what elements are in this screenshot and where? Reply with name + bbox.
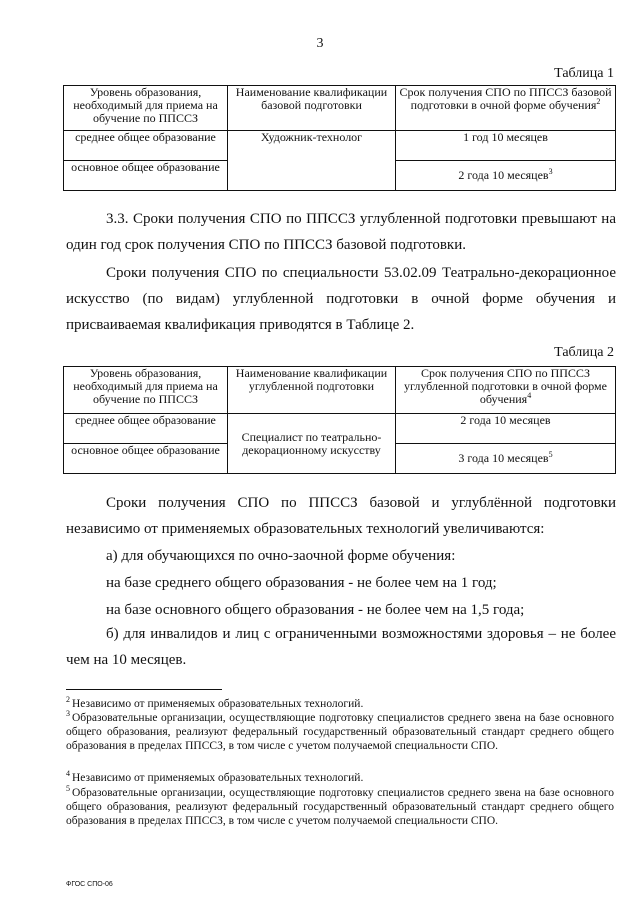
table2-header-level: Уровень образования, необходимый для приема на обучение по ППССЗ: [64, 367, 228, 414]
table1-term-cell: [396, 131, 616, 161]
table2-term-cell: [396, 444, 616, 474]
footnote-text: Независимо от применяемых образовательных технологий.: [72, 698, 364, 710]
table2-caption: Таблица 2: [554, 345, 614, 360]
footnote-text: Независимо от применяемых образовательных технологий.: [72, 772, 364, 784]
paragraph-3-3: 3.3. Сроки получения СПО по ППССЗ углубленной подготовки превышают на один год срок получения СПО по ППССЗ базовой подготовки.: [66, 211, 616, 253]
paragraph-increase: Сроки получения СПО по ППССЗ базовой и углублённой подготовки независимо от применяемых образовательных технологий увеличиваются:: [66, 495, 616, 537]
table1-header-term: [396, 86, 616, 131]
table1-term-text: 1 год 10 месяцев: [463, 130, 548, 144]
document-code: ФГОС СПО-06: [66, 881, 113, 888]
table-row: [64, 414, 616, 444]
table2-header-row: [64, 367, 616, 414]
table1-header-qualification: Наименование квалификации базовой подготовки: [228, 86, 396, 131]
table2-term-cell: [396, 414, 616, 444]
table1-level-cell: основное общее образование: [64, 161, 228, 191]
table1-level-cell: среднее общее образование: [64, 131, 228, 161]
list-item-a: а) для обучающихся по очно-заочной форме обучения:: [106, 548, 456, 564]
table-row: [64, 131, 616, 161]
table1-term-text: 2 года 10 месяцев: [458, 168, 549, 182]
footnote-mark: 3: [66, 709, 70, 719]
paragraph-specialty: Сроки получения СПО по специальности 53.02.09 Театрально-декорационное искусство (по видам) углубленной подготовки в очной форме обучения и присваиваемая квалификация приводятся в Таблице 2.: [66, 265, 616, 333]
footnote: [66, 711, 614, 753]
footnote-text: Образовательные организации, осуществляющие подготовку специалистов среднего звена на базе основного общего образования, реализуют федеральный государственный образовательный стандарт среднего общего образования в пределах ППССЗ, в том числе с учетом получаемой специальности СПО.: [66, 787, 614, 827]
table2-header-term: [396, 367, 616, 414]
table1-header-term-text: Срок получения СПО по ППССЗ базовой подготовки в очной форме обучения: [399, 85, 612, 112]
footnote: [66, 771, 614, 785]
footnote-divider: [66, 689, 222, 690]
footnote: [66, 786, 614, 828]
table2: [63, 366, 616, 474]
table2-level-cell: основное общее образование: [64, 444, 228, 474]
footnote-mark: 2: [66, 695, 70, 705]
footnote: [66, 697, 614, 711]
footnote-text: Образовательные организации, осуществляющие подготовку специалистов среднего звена на базе основного общего образования, реализуют федеральный государственный образовательный стандарт среднего общего образования в пределах ППССЗ, в том числе с учетом получаемой специальности СПО.: [66, 712, 614, 752]
table1-header-level: Уровень образования, необходимый для приема на обучение по ППССЗ: [64, 86, 228, 131]
table1: [63, 85, 616, 191]
list-item-a2: на базе основного общего образования - не более чем на 1,5 года;: [106, 602, 525, 618]
list-item-a1: на базе среднего общего образования - не более чем на 1 год;: [106, 575, 497, 591]
footnote-ref: 3: [548, 167, 553, 176]
table2-term-text: 3 года 10 месяцев: [458, 451, 549, 465]
footnote-mark: 5: [66, 784, 70, 794]
footnote-ref: 5: [548, 450, 553, 459]
footnote-ref: 4: [527, 391, 532, 400]
page-number: 3: [316, 36, 324, 51]
table2-header-term-text: Срок получения СПО по ППССЗ углубленной подготовки в очной форме обучения: [404, 366, 607, 406]
table1-header-row: [64, 86, 616, 131]
footnote-ref: 2: [596, 97, 601, 106]
footnote-mark: 4: [66, 769, 70, 779]
table2-term-text: 2 года 10 месяцев: [460, 413, 551, 427]
table1-qualification-cell: Художник-технолог: [228, 131, 396, 191]
table1-term-cell: [396, 161, 616, 191]
table2-header-qualification: Наименование квалификации углубленной подготовки: [228, 367, 396, 414]
table2-level-cell: среднее общее образование: [64, 414, 228, 444]
list-item-b: б) для инвалидов и лиц с ограниченными возможностями здоровья – не более чем на 10 месяцев.: [66, 626, 616, 668]
table2-qualification-cell: Специалист по театрально-декорационному искусству: [228, 414, 396, 474]
table1-caption: Таблица 1: [554, 66, 614, 81]
